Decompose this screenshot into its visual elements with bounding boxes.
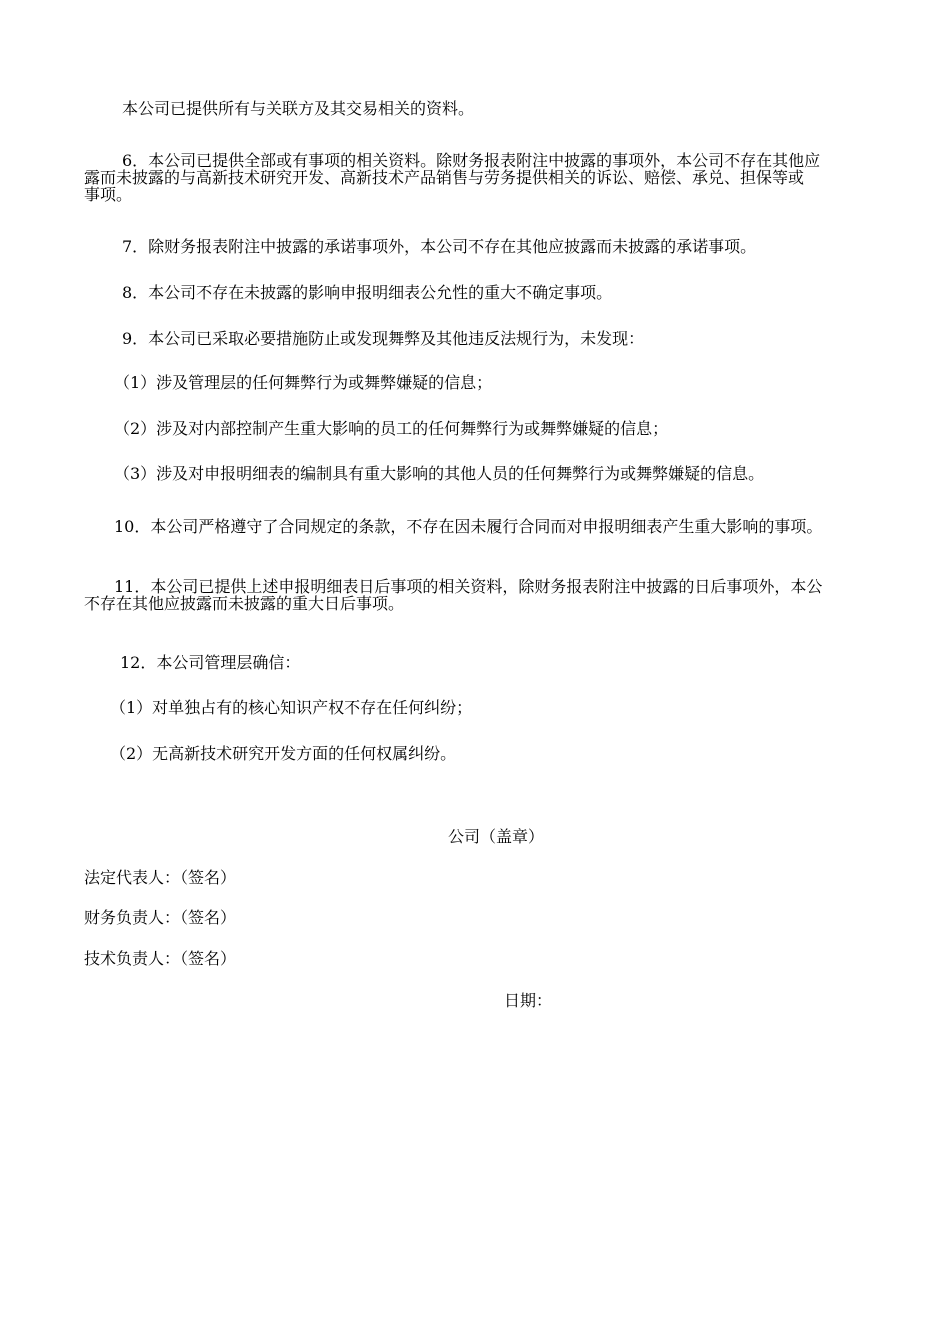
paragraph-6-line-2: 露而未披露的与高新技术研究开发、高新技术产品销售与劳务提供相关的诉讼、赔偿、承兑、担保等或 <box>84 168 805 187</box>
paragraph-6-line-3: 事项。 <box>84 185 133 204</box>
paragraph-8: 8．本公司不存在未披露的影响申报明细表公允性的重大不确定事项。 <box>122 283 613 302</box>
paragraph-11-line-1: 11．本公司已提供上述申报明细表日后事项的相关资料，除财务报表附注中披露的日后事项外，本公 <box>114 577 823 596</box>
paragraph-11-line-2: 不存在其他应披露而未披露的重大日后事项。 <box>84 594 405 613</box>
paragraph-6-line-1: 6．本公司已提供全部或有事项的相关资料。除财务报表附注中披露的事项外，本公司不存在其他应 <box>122 151 821 170</box>
paragraph-12: 12．本公司管理层确信： <box>120 653 301 672</box>
paragraph-12-item-2: （2）无高新技术研究开发方面的任何权属纠纷。 <box>110 744 457 763</box>
company-seal-label: 公司（盖章） <box>448 827 545 846</box>
date-label: 日期： <box>504 991 553 1010</box>
paragraph-9-item-3: （3）涉及对申报明细表的编制具有重大影响的其他人员的任何舞弊行为或舞弊嫌疑的信息。 <box>114 464 765 483</box>
legal-representative-signature: 法定代表人：（签名） <box>84 868 237 887</box>
tech-head-signature: 技术负责人：（签名） <box>84 949 237 968</box>
paragraph-related-parties: 本公司已提供所有与关联方及其交易相关的资料。 <box>122 99 475 118</box>
paragraph-10: 10．本公司严格遵守了合同规定的条款，不存在因未履行合同而对申报明细表产生重大影响的事项。 <box>114 517 823 536</box>
paragraph-7: 7．除财务报表附注中披露的承诺事项外，本公司不存在其他应披露而未披露的承诺事项。 <box>122 237 757 256</box>
finance-head-signature: 财务负责人：（签名） <box>84 908 237 927</box>
paragraph-9-item-1: （1）涉及管理层的任何舞弊行为或舞弊嫌疑的信息； <box>114 373 493 392</box>
paragraph-9: 9．本公司已采取必要措施防止或发现舞弊及其他违反法规行为，未发现： <box>122 329 645 348</box>
paragraph-9-item-2: （2）涉及对内部控制产生重大影响的员工的任何舞弊行为或舞弊嫌疑的信息； <box>114 419 669 438</box>
paragraph-12-item-1: （1）对单独占有的核心知识产权不存在任何纠纷； <box>110 698 473 717</box>
